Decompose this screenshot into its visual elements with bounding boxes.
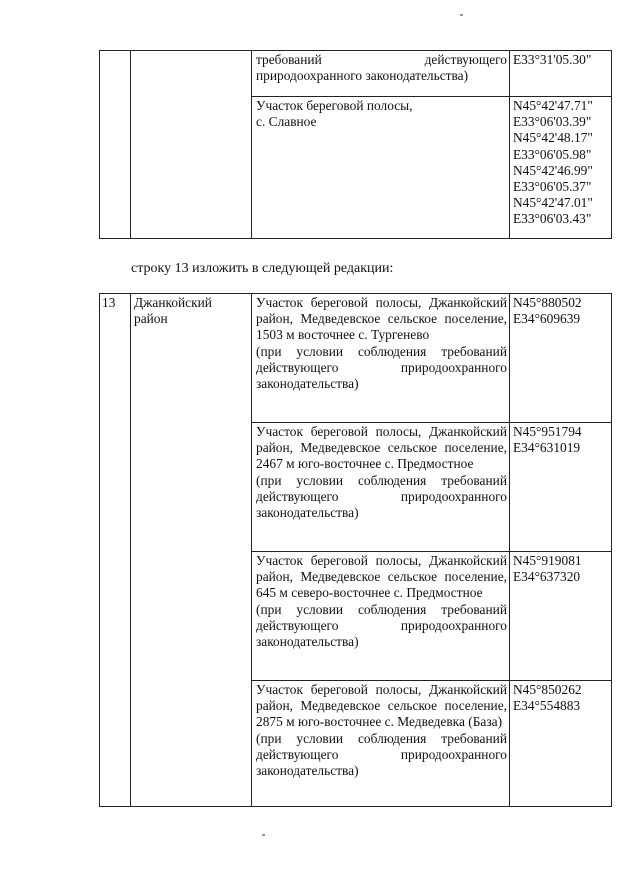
plot-note: (при условии соблюдения требований действующего природоохранного законодательства) <box>256 730 507 779</box>
plot-note: (при условии соблюдения требований действующего природоохранного законодательства) <box>256 472 507 521</box>
coordinate: N45°42'46.99" <box>513 162 593 178</box>
coordinate: E33°06'05.98" <box>513 146 592 162</box>
coordinate: E34°554883 <box>513 698 581 714</box>
coordinate: E33°31'05.30" <box>513 52 592 67</box>
coordinate: N45°850262 <box>513 682 582 697</box>
table-cell-number <box>100 51 131 239</box>
district-name: Джанкойский район <box>131 294 252 807</box>
table-cell-description <box>252 423 510 552</box>
coordinate: E34°637320 <box>513 569 581 585</box>
coordinate: E34°631019 <box>513 440 581 456</box>
coordinate: E34°609639 <box>513 311 581 327</box>
table-cell-description <box>252 294 510 423</box>
table-cell-coords <box>510 681 612 807</box>
coordinate: E33°06'03.43" <box>513 211 592 227</box>
coordinate: N45°880502 <box>513 295 582 310</box>
plot-note: (при условии соблюдения требований действующего природоохранного законодательства) <box>256 601 507 650</box>
table-cell-coords <box>510 294 612 423</box>
row-number: 13 <box>100 294 131 807</box>
coordinate: E33°06'05.37" <box>513 179 592 195</box>
coordinate: N45°42'48.17" <box>513 130 593 146</box>
coordinate: N45°919081 <box>513 553 582 568</box>
table-row <box>100 51 612 97</box>
table-row <box>100 294 612 423</box>
scan-speck <box>262 834 265 836</box>
coordinate: N45°951794 <box>513 424 582 439</box>
description-line: с. Славное <box>256 114 317 130</box>
table-cell-coords <box>510 552 612 681</box>
description-line: требований действующего <box>256 52 507 67</box>
table-top <box>99 50 612 239</box>
plot-note: (при условии соблюдения требований действующего природоохранного законодательства) <box>256 343 507 392</box>
plot-description: Участок береговой полосы, Джанкойский район, Медведевское сельское поселение, 2467 м юго-восточнее с. Предмостное <box>256 424 507 472</box>
description-line: Участок береговой полосы, <box>256 98 413 113</box>
table-cell-description <box>252 552 510 681</box>
table-cell-description <box>252 681 510 807</box>
coordinate: N45°42'47.01" <box>513 195 593 211</box>
table-cell-coords <box>510 423 612 552</box>
description-line: природоохранного законодательства) <box>256 68 469 84</box>
table-cell-coords <box>510 97 612 239</box>
instruction-text: строку 13 изложить в следующей редакции: <box>131 261 394 276</box>
plot-description: Участок береговой полосы, Джанкойский район, Медведевское сельское поселение, 2875 м юго-восточнее с. Медведевка (База) <box>256 682 507 730</box>
table-cell-description <box>252 51 510 97</box>
plot-description: Участок береговой полосы, Джанкойский район, Медведевское сельское поселение, 645 м северо-восточнее с. Предмостное <box>256 553 507 601</box>
table-cell-description <box>252 97 510 239</box>
coordinate: E33°06'03.39" <box>513 114 592 130</box>
table-cell-district <box>131 51 252 239</box>
scan-speck <box>460 14 463 16</box>
table-main <box>99 293 612 807</box>
coordinate: N45°42'47.71" <box>513 98 593 113</box>
table-cell-coords <box>510 51 612 97</box>
plot-description: Участок береговой полосы, Джанкойский район, Медведевское сельское поселение, 1503 м восточнее с. Тургенево <box>256 295 507 343</box>
